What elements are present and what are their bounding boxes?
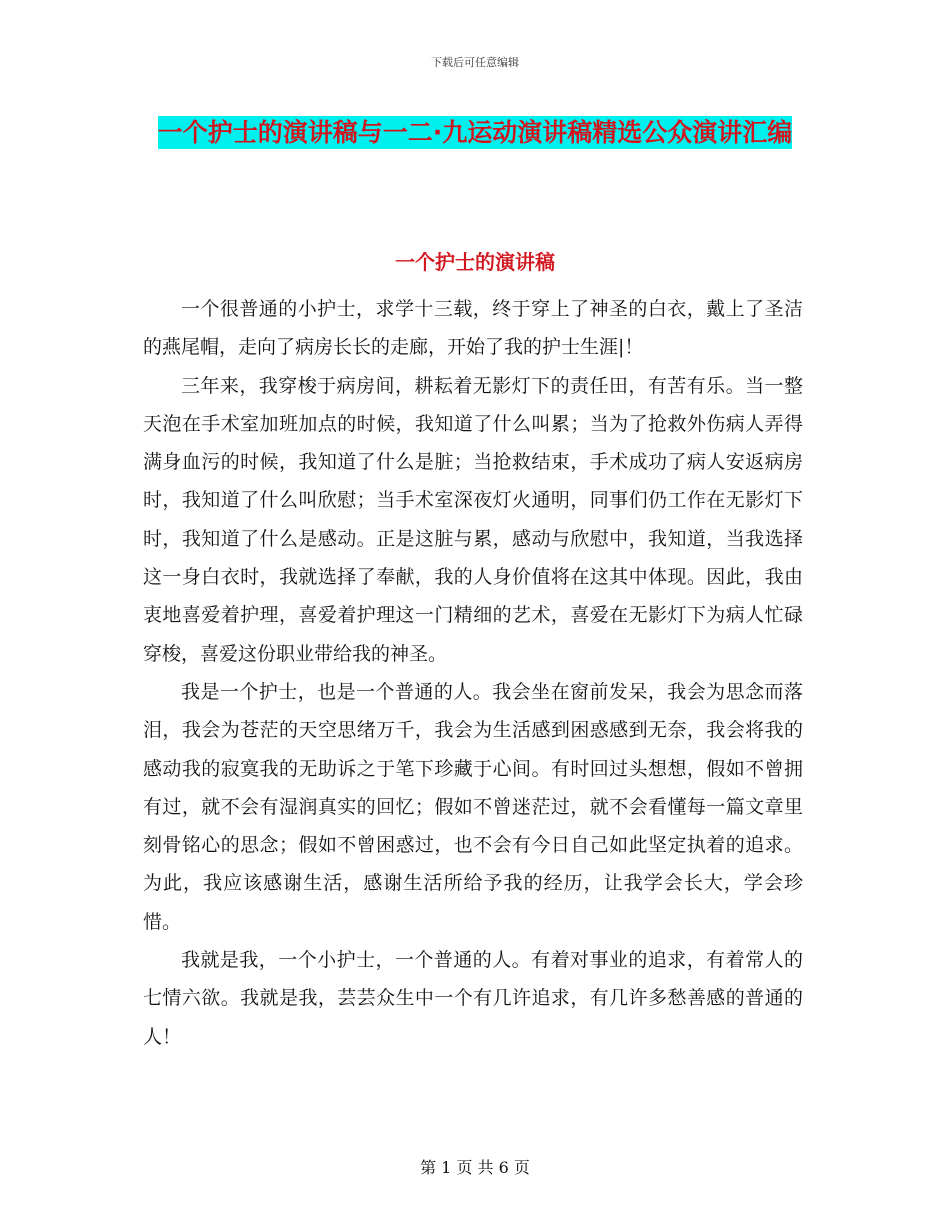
section-subtitle: 一个护士的演讲稿 xyxy=(395,250,555,274)
paragraph-1: 一个很普通的小护士，求学十三载，终于穿上了神圣的白衣，戴上了圣洁的燕尾帽，走向了病房长长的走廊，开始了我的护士生涯|！ xyxy=(143,298,803,359)
page-number-footer: 第 1 页 共 6 页 xyxy=(420,1158,530,1177)
document-title xyxy=(150,108,800,158)
body-text xyxy=(143,290,803,1056)
paragraph-2: 三年来，我穿梭于病房间，耕耘着无影灯下的责任田，有苦有乐。当一整天泡在手术室加班加点的时候，我知道了什么叫累；当为了抢救外伤病人弄得满身血污的时候，我知道了什么是脏；当抢救结束，手术成功了病人安返病房时，我知道了什么叫欣慰；当手术室深夜灯火通明，同事们仍工作在无影灯下时，我知道了什么是感动。正是这脏与累，感动与欣慰中，我知道，当我选择这一身白衣时，我就选择了奉献，我的人身价值将在这其中体现。因此，我由衷地喜爱着护理，喜爱着护理这一门精细的艺术，喜爱在无影灯下为病人忙碌穿梭，喜爱这份职业带给我的神圣。 xyxy=(143,374,803,665)
title-highlight: 一个护士的演讲稿与一二·九运动演讲稿精选公众演讲汇编 xyxy=(157,118,793,147)
paragraph-3: 我是一个护士，也是一个普通的人。我会坐在窗前发呆，我会为思念而落泪，我会为苍茫的天空思绪万千，我会为生活感到困惑感到无奈，我会将我的感动我的寂寞我的无助诉之于笔下珍藏于心间。有时回过头想想，假如不曾拥有过，就不会有湿润真实的回忆；假如不曾迷茫过，就不会看懂每一篇文章里刻骨铭心的思念；假如不曾困惑过，也不会有今日自己如此坚定执着的追求。为此，我应该感谢生活，感谢生活所给予我的经历，让我学会长大，学会珍惜。 xyxy=(143,680,803,933)
header-note: 下载后可任意编辑 xyxy=(431,56,519,69)
paragraph-4: 我就是我，一个小护士，一个普通的人。有着对事业的追求，有着常人的七情六欲。我就是我，芸芸众生中一个有几许追求，有几许多愁善感的普通的人！ xyxy=(143,949,803,1048)
